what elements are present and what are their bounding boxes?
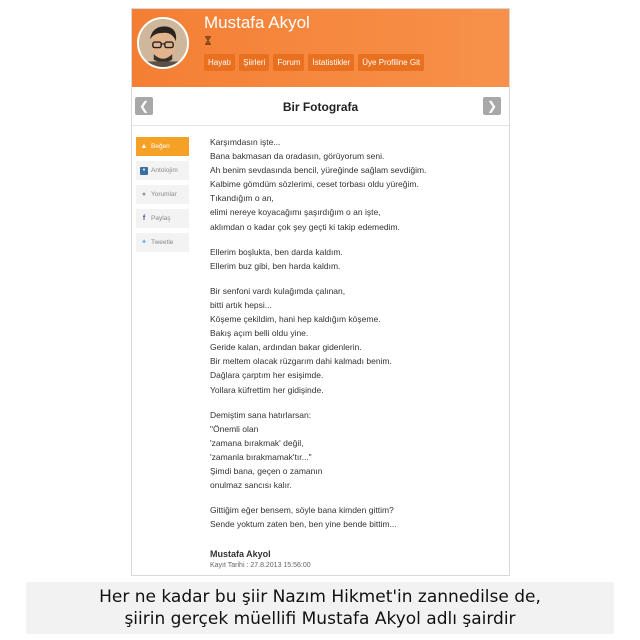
avatar[interactable] — [137, 17, 189, 69]
author-name: Mustafa Akyol — [204, 13, 310, 32]
nav-forum[interactable]: Forum — [273, 54, 304, 71]
poem-line: bitti artık hepsi... — [210, 299, 272, 310]
poem-line: onulmaz sancısı kalır. — [210, 480, 292, 491]
stanza-gap — [210, 234, 500, 245]
stanza-gap — [210, 397, 500, 408]
poem-line: Ah benim sevdasında bencil, yüreğinde sağlam sevdiğim. — [210, 165, 427, 176]
nav-hayati[interactable]: Hayatı — [204, 54, 235, 71]
comments-label: Yorumlar — [151, 191, 177, 198]
profile-nav — [204, 54, 424, 71]
poem-line: Şimdi bana, geçen o zamanın — [210, 465, 323, 476]
poem-line: Gittiğim eğer bensem, söyle bana kimden gittim? — [210, 505, 394, 516]
poem-date: Kayıt Tarihi : 27.8.2013 15:56:00 — [210, 562, 311, 569]
caption-line-1: Her ne kadar bu şiir Nazım Hikmet'in zannedilse de, — [99, 587, 541, 607]
poem-line: 'zamana bırakmak' değil, — [210, 437, 304, 448]
poem-line: Ellerim buz gibi, ben harda kaldım. — [210, 260, 341, 271]
poem-line: Köşeme çekildim, hani hep kaldığım köşeme. — [210, 314, 381, 325]
caption-line-2: şiirin gerçek müellifi Mustafa Akyol adlı şairdir — [124, 609, 516, 629]
twitter-icon: ✦ — [141, 238, 147, 246]
share-sidebar — [136, 137, 189, 257]
poem-line: Yollara küfrettim her gidişinde. — [210, 384, 324, 395]
chevron-right-icon: ❯ — [486, 99, 498, 113]
stanza-gap — [210, 492, 500, 503]
poem-line: Bakış açım belli oldu yine. — [210, 328, 309, 339]
poem-body — [210, 135, 500, 531]
poem-line: aklımdan o kadar çok şey geçti ki takip edemedim. — [210, 221, 400, 232]
poem-line: Tıkandığım o an, — [210, 193, 274, 204]
facebook-share-label: Paylaş — [151, 215, 171, 222]
next-poem-button[interactable] — [483, 97, 501, 115]
poem-line: Bir senfoni vardı kulağımda çalınan, — [210, 285, 346, 296]
stanza-gap — [210, 273, 500, 284]
profile-header — [132, 9, 509, 87]
like-button[interactable] — [136, 137, 189, 156]
poem-line: Sende yoktum zaten ben, ben yine bende bittim... — [210, 519, 397, 530]
nav-siirleri[interactable]: Şiirleri — [239, 54, 269, 71]
poem-title: Bir Fotografa — [282, 100, 359, 114]
antoloji-icon: • — [140, 167, 148, 175]
poem-line: Kalbime gömdüm sözlerimi, ceset torbası oldu yüreğim. — [210, 179, 419, 190]
chevron-left-icon: ❮ — [138, 99, 150, 113]
poem-line: elimi nereye koyacağımı şaşırdığım o an işte, — [210, 207, 381, 218]
thumbs-up-icon: ▲ — [140, 142, 148, 150]
tweet-button[interactable] — [136, 233, 189, 252]
facebook-share-button[interactable] — [136, 209, 189, 228]
comment-icon: ● — [141, 190, 147, 198]
hourglass-icon — [205, 36, 211, 45]
like-label: Beğen — [151, 143, 170, 150]
antoloji-label: Antolojim — [151, 167, 178, 174]
avatar-photo — [139, 19, 187, 67]
poem-line: "Önemli olan — [210, 423, 259, 434]
poem-line: 'zamanla bırakmamak'tır..." — [210, 451, 312, 462]
poem-line: Geride kalan, ardından bakar gidenlerin. — [210, 342, 362, 353]
comments-button[interactable] — [136, 185, 189, 204]
antoloji-button[interactable] — [136, 161, 189, 180]
poem-line: Dağlara çarptım her esişimde. — [210, 370, 324, 381]
poem-card — [131, 8, 510, 576]
poem-line: Demiştim sana hatırlarsan: — [210, 409, 312, 420]
poem-author[interactable]: Mustafa Akyol — [210, 549, 271, 559]
poem-line: Karşımdasın işte... — [210, 137, 281, 147]
poem-line: Bana bakmasan da oradasın, görüyorum seni. — [210, 151, 385, 162]
poem-line: Bir meltem olacak rüzgarım dahi kalmadı benim. — [210, 356, 392, 367]
title-divider — [132, 125, 509, 126]
nav-uye-profili[interactable]: Üye Profiline Git — [358, 54, 424, 71]
nav-istatistikler[interactable]: İstatistikler — [308, 54, 354, 71]
poem-line: Ellerim boşlukta, ben darda kaldım. — [210, 246, 343, 257]
image-caption — [26, 582, 614, 634]
poem-title-bar — [132, 97, 509, 121]
facebook-icon: f — [142, 214, 146, 222]
tweet-label: Tweetle — [151, 239, 174, 246]
